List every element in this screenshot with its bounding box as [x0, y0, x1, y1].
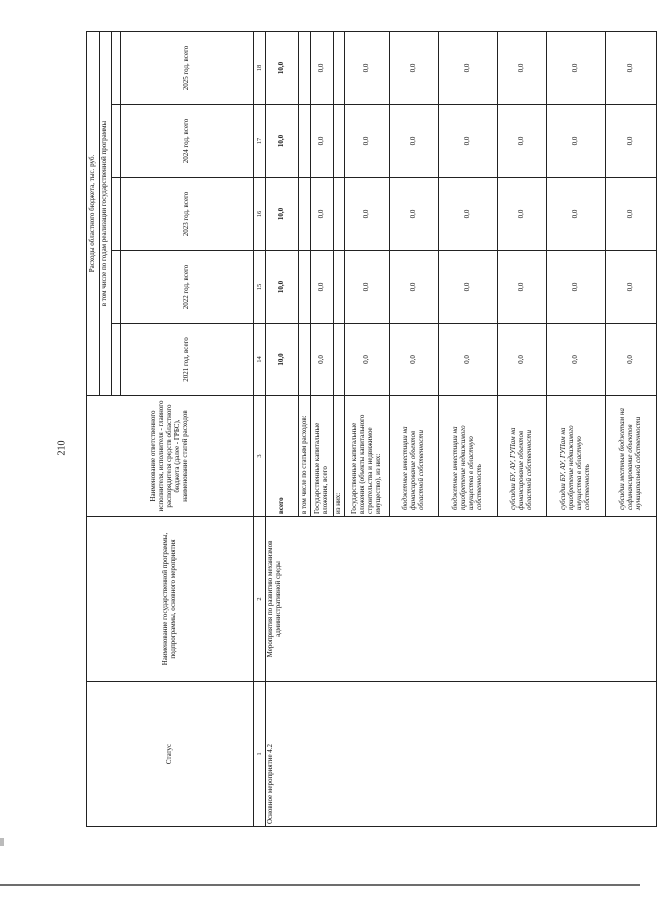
scan-border-line — [0, 884, 640, 886]
column-number: 15 — [254, 251, 266, 324]
row-value — [299, 324, 311, 396]
row-value: 0,0 — [390, 178, 439, 251]
status-cell: Основное мероприятие 4.2 — [266, 682, 657, 827]
row-value: 0,0 — [345, 324, 390, 396]
column-number: 1 — [254, 682, 266, 827]
row-value: 0,0 — [439, 178, 498, 251]
rotated-table-container — [86, 32, 642, 827]
row-value: 0,0 — [498, 324, 547, 396]
row-value: 0,0 — [606, 178, 657, 251]
column-numbers-row — [254, 31, 266, 826]
header-expenses-group: Расходы областного бюджета, тыс. руб. — [87, 31, 100, 395]
row-value: 0,0 — [390, 31, 439, 104]
header-year-2022: 2022 год, всего — [120, 251, 253, 324]
row-label: субсидии БУ, АУ, ГУПам на приобретение недвижимого имущества в областную собственность — [547, 396, 606, 517]
row-value: 0,0 — [390, 105, 439, 178]
row-value: 0,0 — [439, 251, 498, 324]
row-label: Государственные капитальные вложения (объекты капитального строительства и недвижимое имущество), из них: — [345, 396, 390, 517]
header-year-2021: 2021 год, всего — [120, 324, 253, 396]
row-value: 0,0 — [547, 105, 606, 178]
row-value — [334, 31, 345, 104]
row-value: 0,0 — [439, 105, 498, 178]
row-value — [299, 178, 311, 251]
row-value: 0,0 — [547, 178, 606, 251]
row-label: всего — [266, 396, 299, 517]
row-value: 0,0 — [311, 251, 334, 324]
header-executor: Наименование ответственного исполнителя, исполнителя - главного распорядителя средств областного бюджета (далее - ГРБС), наименование статей расходов — [87, 396, 254, 517]
header-year-2023: 2023 год, всего — [120, 178, 253, 251]
column-number: 3 — [254, 396, 266, 517]
header-name: Наименование государственной программы, подпрограммы, основного мероприятия — [87, 517, 254, 682]
scan-edge-mark — [0, 838, 4, 846]
row-value — [334, 178, 345, 251]
row-value: 10,0 — [266, 105, 299, 178]
row-label: субсидии БУ, АУ, ГУПам на финансирование объектов областной собственности — [498, 396, 547, 517]
row-value: 0,0 — [311, 324, 334, 396]
row-value: 0,0 — [547, 251, 606, 324]
budget-table — [86, 31, 657, 827]
row-value: 0,0 — [606, 324, 657, 396]
column-number: 16 — [254, 178, 266, 251]
row-value — [299, 31, 311, 104]
row-label: бюджетные инвестиции на финансирование объектов областной собственности — [390, 396, 439, 517]
row-value: 10,0 — [266, 31, 299, 104]
row-value: 0,0 — [606, 105, 657, 178]
column-number: 14 — [254, 324, 266, 396]
row-value: 0,0 — [345, 105, 390, 178]
row-value: 0,0 — [311, 31, 334, 104]
row-value — [299, 105, 311, 178]
row-value — [334, 105, 345, 178]
row-value: 0,0 — [547, 31, 606, 104]
row-value — [334, 324, 345, 396]
row-value: 0,0 — [498, 31, 547, 104]
row-label: из них: — [334, 396, 345, 517]
row-value: 0,0 — [311, 105, 334, 178]
row-value: 0,0 — [311, 178, 334, 251]
row-value: 0,0 — [439, 31, 498, 104]
header-row-1 — [87, 31, 100, 826]
row-label: бюджетные инвестиции на приобретение недвижимого имущества в областную собственность — [439, 396, 498, 517]
header-year-2024: 2024 год, всего — [120, 105, 253, 178]
row-value: 0,0 — [606, 31, 657, 104]
row-value: 10,0 — [266, 324, 299, 396]
row-value: 0,0 — [345, 178, 390, 251]
column-number: 17 — [254, 105, 266, 178]
row-value: 0,0 — [606, 251, 657, 324]
row-value: 0,0 — [498, 251, 547, 324]
row-label: в том числе по статьям расходов: — [299, 396, 311, 517]
row-value: 10,0 — [266, 251, 299, 324]
table-row — [266, 31, 299, 826]
row-value: 0,0 — [345, 31, 390, 104]
row-value — [334, 251, 345, 324]
column-number: 2 — [254, 517, 266, 682]
row-value: 0,0 — [390, 324, 439, 396]
row-value — [299, 251, 311, 324]
header-by-year-group: в том числе по годам реализации государственной программы — [99, 31, 112, 395]
row-value: 0,0 — [345, 251, 390, 324]
row-value: 0,0 — [547, 324, 606, 396]
row-value: 0,0 — [498, 105, 547, 178]
page-number: 210 — [56, 440, 68, 456]
header-year-2025: 2025 год, всего — [120, 31, 253, 104]
row-value: 0,0 — [498, 178, 547, 251]
row-value: 0,0 — [439, 324, 498, 396]
row-label: Государственные капитальные вложения, всего — [311, 396, 334, 517]
row-value: 10,0 — [266, 178, 299, 251]
row-label: субсидии местным бюджетам на софинансирование объектов муниципальной собственности — [606, 396, 657, 517]
header-status: Статус — [87, 682, 254, 827]
column-number: 18 — [254, 31, 266, 104]
program-name-cell: Мероприятия по развитию механизмов административной среды — [266, 517, 657, 682]
row-value: 0,0 — [390, 251, 439, 324]
